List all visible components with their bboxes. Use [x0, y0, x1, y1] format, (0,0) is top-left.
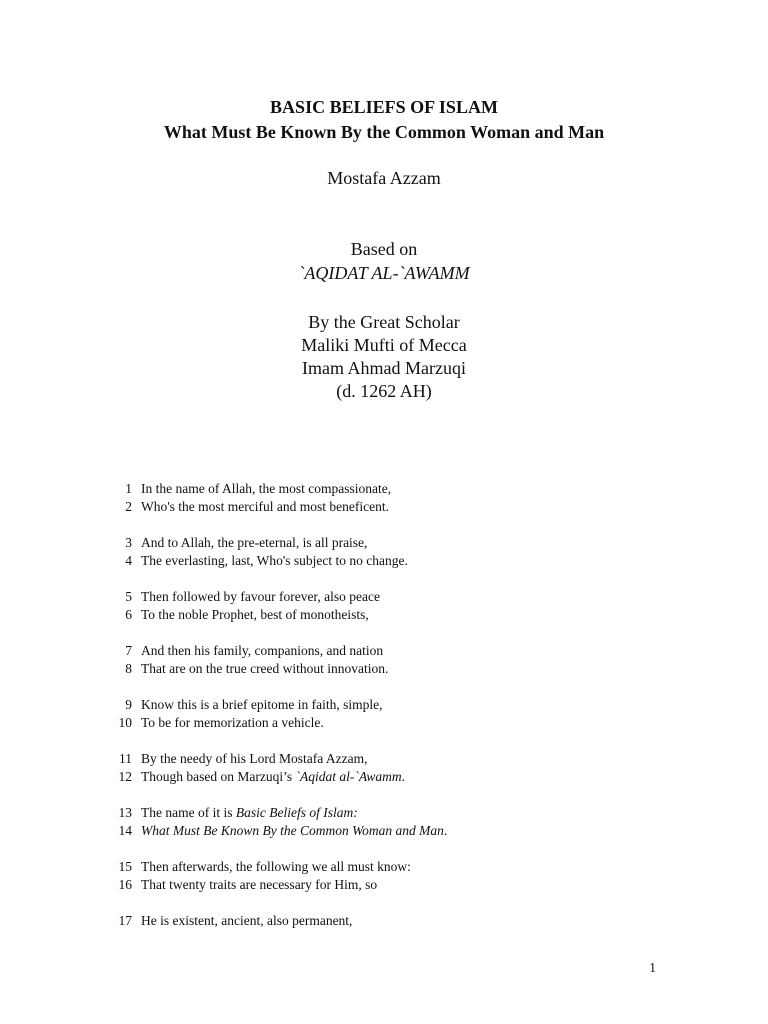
verse-text-italic: What Must Be Known By the Common Woman and Man — [141, 823, 444, 838]
verse-line — [110, 912, 670, 930]
verse-line — [110, 714, 670, 732]
verse-number: 7 — [125, 643, 132, 658]
verse-text — [141, 822, 447, 840]
verse-number: 11 — [119, 751, 132, 766]
verse-text-part: That are on the true creed without innovation. — [141, 661, 389, 676]
verse-number: 16 — [118, 877, 132, 892]
verse-number: 9 — [125, 697, 132, 712]
scholar-name: Imam Ahmad Marzuqi — [302, 358, 466, 378]
verse-line — [110, 588, 670, 606]
verse-number: 3 — [125, 535, 132, 550]
verse-text-part: Then followed by favour forever, also peace — [141, 589, 380, 604]
verse-line — [110, 534, 670, 552]
verse-couplet — [110, 912, 670, 930]
verse-text-part: To be for memorization a vehicle. — [141, 715, 324, 730]
verse-number: 4 — [125, 553, 132, 568]
verse-text — [141, 588, 380, 606]
verse-number: 6 — [125, 607, 132, 622]
by-line: By the Great Scholar — [308, 312, 460, 332]
verse-text-part: In the name of Allah, the most compassionate, — [141, 481, 392, 496]
verse-line — [110, 858, 670, 876]
verse-text-part: Who's the most merciful and most beneficent. — [141, 499, 389, 514]
verse-number: 10 — [118, 715, 132, 730]
verse-line — [110, 768, 670, 786]
scholar-death-date: (d. 1262 AH) — [336, 381, 432, 401]
verse-number: 12 — [118, 769, 132, 784]
verse-number: 8 — [125, 661, 132, 676]
verse-line — [110, 750, 670, 768]
based-on-label: Based on — [350, 239, 418, 259]
verse-text-part: Know this is a brief epitome in faith, simple, — [141, 697, 383, 712]
verse-couplet — [110, 588, 670, 624]
page-number: 1 — [649, 960, 656, 975]
verse-text — [141, 768, 405, 786]
verse-line — [110, 552, 670, 570]
verse-text — [141, 804, 358, 822]
verse-text-part: . — [443, 823, 448, 838]
verse-line — [110, 660, 670, 678]
verse-text — [141, 660, 388, 678]
verse-line — [110, 804, 670, 822]
verse-line — [110, 498, 670, 516]
verse-text-part: To the noble Prophet, best of monotheists, — [141, 607, 369, 622]
verse-line — [110, 606, 670, 624]
verse-text — [141, 714, 324, 732]
verse-text-part: He is existent, ancient, also permanent, — [141, 913, 353, 928]
source-title: `AQIDAT AL-`AWAMM — [298, 263, 470, 283]
verse-line — [110, 480, 670, 498]
scholar-role: Maliki Mufti of Mecca — [301, 335, 467, 355]
verse-text — [141, 858, 411, 876]
verse-text — [141, 480, 391, 498]
verse-text-italic: Basic Beliefs of Islam: — [235, 805, 358, 820]
verse-couplet — [110, 642, 670, 678]
verse-text-part: Though based on Marzuqi’s — [141, 769, 296, 784]
verse-number: 17 — [118, 913, 132, 928]
verse-text-part: . — [401, 769, 405, 784]
verse-text — [141, 552, 408, 570]
verse-number: 1 — [125, 481, 132, 496]
verse-number: 5 — [125, 589, 132, 604]
verse-list — [110, 480, 670, 948]
verse-text — [141, 876, 377, 894]
verse-text-part: By the needy of his Lord Mostafa Azzam, — [141, 751, 368, 766]
verse-number: 2 — [125, 499, 132, 514]
verse-text — [141, 750, 367, 768]
verse-line — [110, 642, 670, 660]
verse-couplet — [110, 534, 670, 570]
verse-couplet — [110, 750, 670, 786]
document-subtitle: What Must Be Known By the Common Woman and Man — [163, 122, 605, 142]
verse-text-part: The everlasting, last, Who's subject to no change. — [141, 553, 408, 568]
verse-text — [141, 606, 369, 624]
verse-text-part: The name of it is — [141, 805, 236, 820]
verse-couplet — [110, 804, 670, 840]
verse-text — [141, 912, 352, 930]
verse-line — [110, 696, 670, 714]
verse-line — [110, 822, 670, 840]
verse-number: 15 — [118, 859, 132, 874]
verse-couplet — [110, 858, 670, 894]
document-title: BASIC BELIEFS OF ISLAM — [270, 97, 498, 117]
verse-text — [141, 498, 389, 516]
verse-text-italic: `Aqidat al-`Awamm — [295, 769, 402, 784]
verse-text-part: That twenty traits are necessary for Him, so — [141, 877, 378, 892]
verse-text-part: Then afterwards, the following we all must know: — [141, 859, 411, 874]
verse-couplet — [110, 696, 670, 732]
verse-couplet — [110, 480, 670, 516]
verse-text — [141, 696, 382, 714]
verse-text — [141, 642, 383, 660]
verse-text-part: And to Allah, the pre-eternal, is all praise, — [141, 535, 368, 550]
verse-number: 13 — [118, 805, 132, 820]
author-name: Mostafa Azzam — [327, 168, 441, 188]
verse-line — [110, 876, 670, 894]
verse-text — [141, 534, 367, 552]
verse-number: 14 — [118, 823, 132, 838]
verse-text-part: And then his family, companions, and nation — [141, 643, 384, 658]
